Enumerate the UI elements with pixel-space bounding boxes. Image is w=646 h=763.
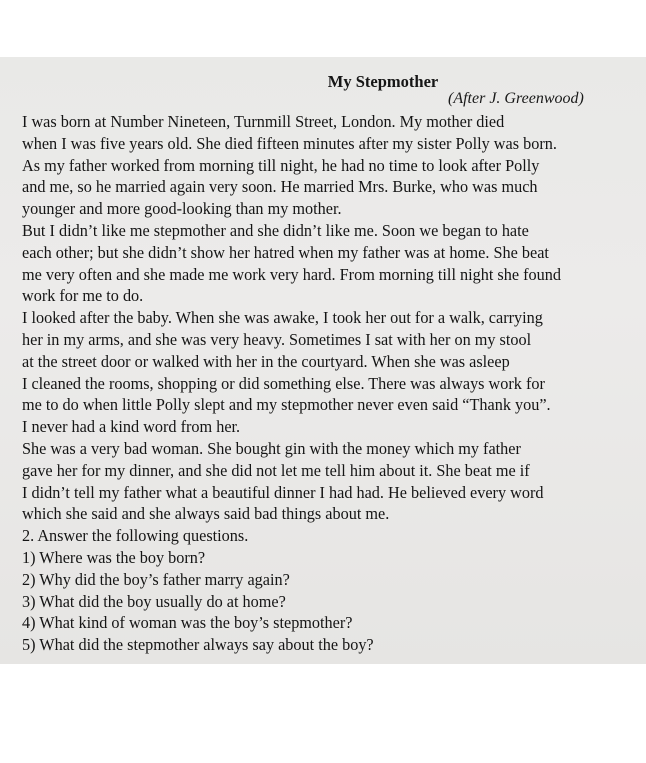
text-line: me to do when little Polly slept and my stepmother never even said “Thank you”. — [22, 395, 551, 415]
text-line: I never had a kind word from her. — [22, 417, 241, 437]
question-item: 4) What kind of woman was the boy’s stepmother? — [22, 613, 353, 633]
question-heading: 2. Answer the following questions. — [22, 526, 249, 546]
text-line: at the street door or walked with her in the courtyard. When she was asleep — [22, 351, 510, 371]
text-line: I looked after the baby. When she was awake, I took her out for a walk, carrying — [22, 308, 543, 328]
text-line: I cleaned the rooms, shopping or did something else. There was always work for — [22, 373, 545, 393]
document-title: My Stepmother — [327, 72, 439, 91]
question-item: 1) Where was the boy born? — [22, 547, 206, 567]
question-item: 2) Why did the boy’s father marry again? — [22, 569, 290, 589]
text-line: gave her for my dinner, and she did not let me tell him about it. She beat me if — [22, 460, 530, 480]
text-line: I was born at Number Nineteen, Turnmill Street, London. My mother died — [22, 112, 505, 131]
text-line: I didn’t tell my father what a beautiful dinner I had had. He believed every word — [22, 482, 544, 502]
text-line: each other; but she didn’t show her hatred when my father was at home. She beat — [22, 242, 549, 262]
text-line: which she said and she always said bad things about me. — [22, 504, 390, 524]
text-line: me very often and she made me work very hard. From morning till night she found — [22, 264, 561, 284]
question-item: 3) What did the boy usually do at home? — [22, 591, 286, 611]
question-item: 5) What did the stepmother always say about the boy? — [22, 635, 374, 655]
text-line: But I didn’t like me stepmother and she didn’t like me. Soon we began to hate — [22, 220, 529, 240]
text-line: younger and more good-looking than my mother. — [22, 199, 342, 219]
document-author: (After J. Greenwood) — [448, 90, 584, 107]
text-line: when I was five years old. She died fifteen minutes after my sister Polly was born. — [22, 133, 557, 153]
text-line: She was a very bad woman. She bought gin with the money which my father — [22, 438, 521, 458]
document-body — [22, 111, 640, 656]
text-line: and me, so he married again very soon. He married Mrs. Burke, who was much — [22, 177, 538, 197]
text-line: As my father worked from morning till night, he had no time to look after Polly — [22, 155, 540, 175]
text-line: work for me to do. — [22, 286, 144, 306]
document-page — [0, 57, 646, 664]
text-line: her in my arms, and she was very heavy. Sometimes I sat with her on my stool — [22, 329, 532, 349]
